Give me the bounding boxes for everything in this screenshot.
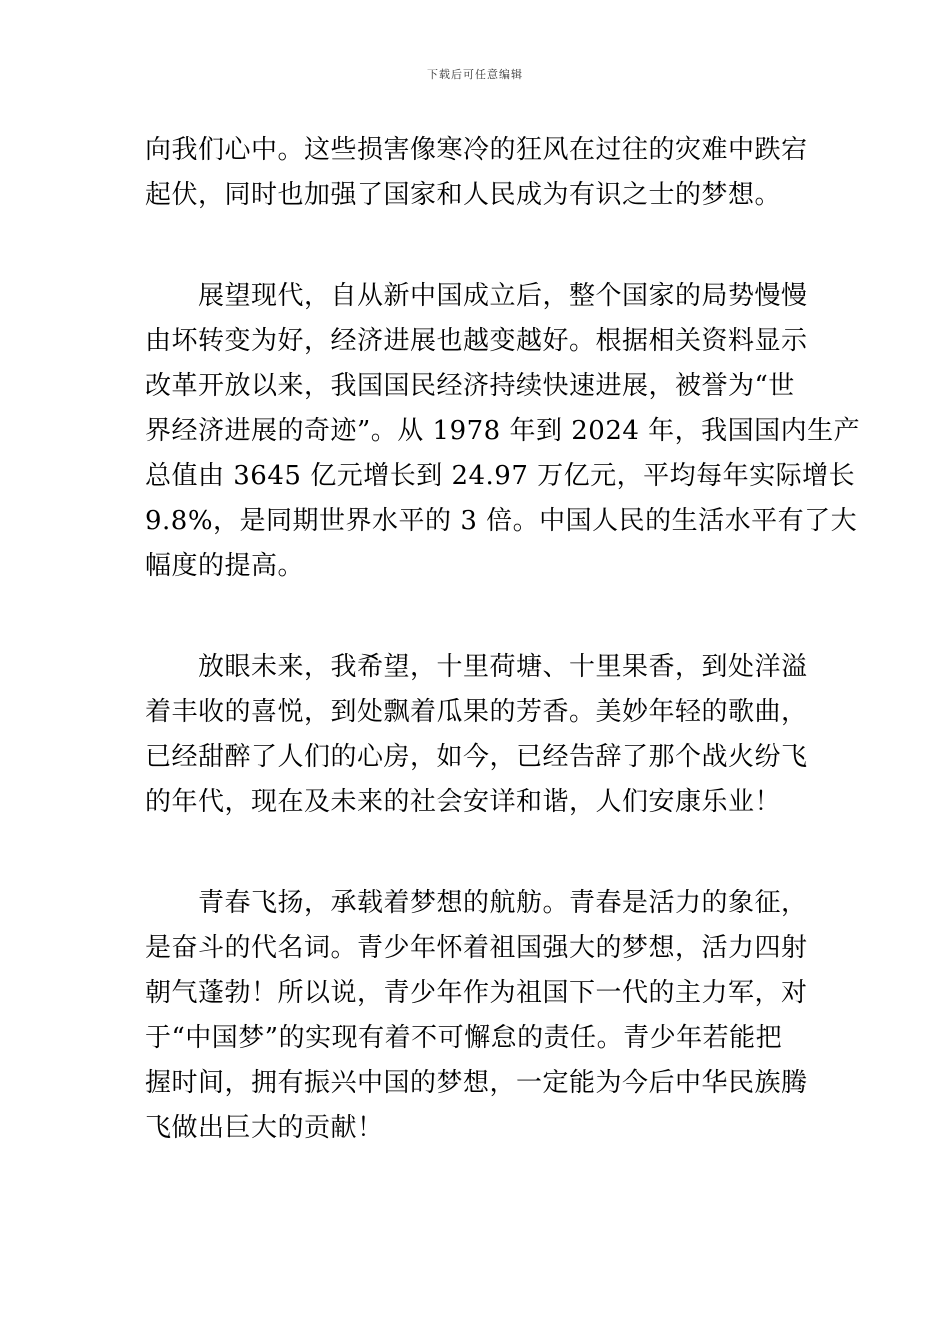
paragraph-1: [145, 128, 810, 218]
text-line: 朝气蓬勃！所以说，青少年作为祖国下一代的主力军，对: [145, 978, 808, 1008]
text-line: 幅度的提高。: [145, 551, 305, 581]
page-header: 下载后可任意编辑: [427, 68, 523, 81]
paragraph-2: [145, 274, 861, 589]
text-line: 握时间，拥有振兴中国的梦想，一定能为今后中华民族腾: [145, 1068, 808, 1098]
text-line: 着丰收的喜悦，到处飘着瓜果的芳香。美妙年轻的歌曲，: [145, 697, 808, 727]
text-line: 青春飞扬，承载着梦想的航舫。青春是活力的象征，: [198, 888, 808, 918]
paragraph-gap: [145, 825, 810, 881]
text-line: 飞做出巨大的贡献！: [145, 1113, 384, 1143]
text-line: 向我们心中。这些损害像寒冷的狂风在过往的灾难中跌宕: [145, 135, 808, 165]
text-line: 9.8%，是同期世界水平的 3 倍。中国人民的生活水平有了大: [145, 506, 858, 536]
paragraph-gap: [145, 218, 810, 274]
text-line: 放眼未来，我希望，十里荷塘、十里果香，到处洋溢: [198, 652, 808, 682]
paragraph-3: [145, 645, 810, 825]
text-line: 展望现代，自从新中国成立后，整个国家的局势慢慢: [198, 281, 808, 311]
text-line: 总值由 3645 亿元增长到 24.97 万亿元，平均每年实际增长: [145, 461, 856, 491]
text-line: 起伏，同时也加强了国家和人民成为有识之士的梦想。: [145, 180, 782, 210]
text-line: 改革开放以来，我国国民经济持续快速进展，被誉为“世: [145, 371, 795, 401]
text-line: 界经济进展的奇迹”。从 1978 年到 2024 年，我国国内生产: [145, 416, 861, 446]
text-line: 是奋斗的代名词。青少年怀着祖国强大的梦想，活力四射: [145, 933, 808, 963]
text-line: 于“中国梦”的实现有着不可懈怠的责任。青少年若能把: [145, 1023, 783, 1053]
document-body: [145, 128, 861, 1151]
text-line: 由坏转变为好，经济进展也越变越好。根据相关资料显示: [145, 326, 808, 356]
paragraph-4: [145, 881, 810, 1151]
text-line: 已经甜醉了人们的心房，如今，已经告辞了那个战火纷飞: [145, 742, 808, 772]
paragraph-gap: [145, 589, 810, 645]
text-line: 的年代，现在及未来的社会安详和谐，人们安康乐业！: [145, 787, 782, 817]
